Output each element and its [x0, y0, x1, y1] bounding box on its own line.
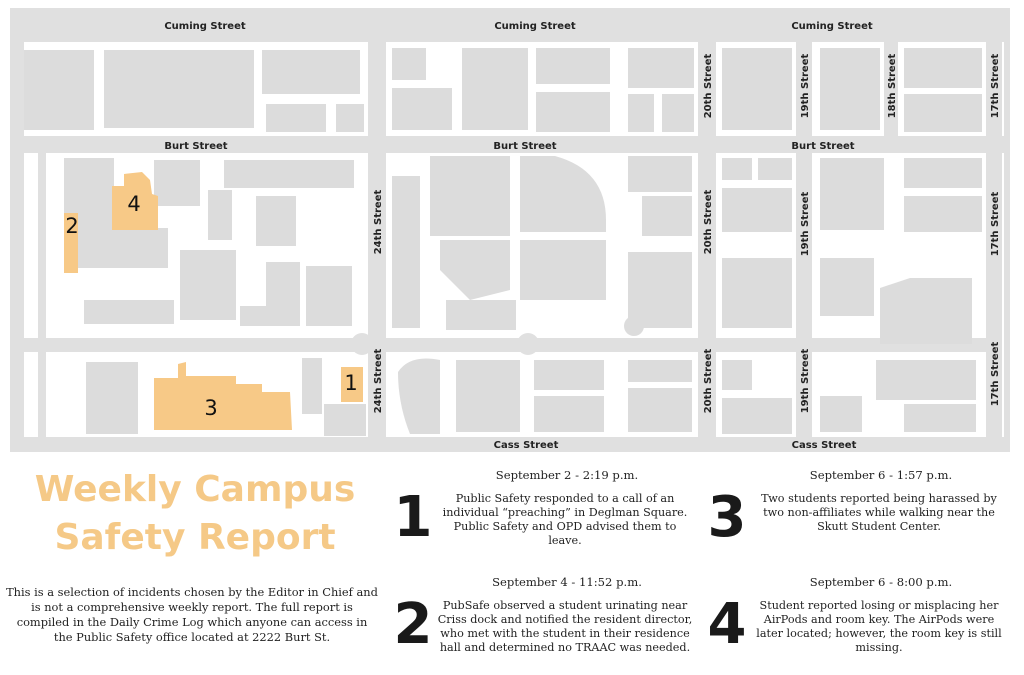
- incident-description: Student reported losing or misplacing her AirPods and room key. The AirPods were later located; however, the room key is still missing.: [756, 599, 1002, 654]
- street-label-cuming: Cuming Street: [164, 21, 246, 32]
- street-label-19th: 19th Street: [800, 53, 811, 119]
- incident-marker-2: 2: [65, 214, 79, 238]
- street-label-cuming: Cuming Street: [791, 21, 873, 32]
- incident-date: September 6 - 1:57 p.m.: [809, 468, 953, 482]
- incident-number: 3: [707, 485, 747, 550]
- report-intro: This is a selection of incidents chosen by the Editor in Chief and is not a comprehensive weekly report. The full report is compiled in the Daily Crime Log which anyone can access in the Public Safety office located at 2222 Burt St.: [6, 585, 378, 644]
- street-label-20th: 20th Street: [703, 53, 714, 119]
- street-label-17th: 17th Street: [990, 191, 1001, 257]
- path-west-inner: [38, 153, 46, 438]
- incident-date: September 6 - 8:00 p.m.: [809, 575, 953, 589]
- street-label-burt: Burt Street: [791, 141, 855, 152]
- street-label-24th: 24th Street: [373, 348, 384, 414]
- incident-marker-4: 4: [127, 192, 141, 216]
- roundabout-24th: [351, 333, 373, 355]
- street-label-19th: 19th Street: [800, 348, 811, 414]
- street-label-cass: Cass Street: [493, 440, 559, 451]
- road-campus-walk: [24, 338, 1000, 352]
- incident-marker-1: 1: [344, 371, 358, 395]
- street-label-burt: Burt Street: [493, 141, 557, 152]
- incident-date: September 2 - 2:19 p.m.: [495, 468, 639, 482]
- roundabout-center: [517, 333, 539, 355]
- incident-marker-3: 3: [204, 396, 218, 420]
- incident-description: PubSafe observed a student urinating near Criss dock and notified the resident director, who met with the student in their residence hall and determined no TRAAC was needed.: [437, 599, 693, 654]
- street-label-20th: 20th Street: [703, 189, 714, 255]
- incident-number: 1: [393, 485, 433, 550]
- street-label-17th: 17th Street: [990, 341, 1001, 407]
- road-west-edge: [10, 8, 24, 452]
- street-label-burt: Burt Street: [164, 141, 228, 152]
- street-label-cass: Cass Street: [791, 440, 857, 451]
- road-east-edge: [1004, 8, 1010, 452]
- street-label-cuming: Cuming Street: [494, 21, 576, 32]
- street-label-20th: 20th Street: [703, 348, 714, 414]
- incident-description: Two students reported being harassed by two non-affiliates while walking near the Skutt Student Center.: [761, 492, 997, 533]
- incident-location-3: [154, 362, 292, 430]
- street-label-24th: 24th Street: [373, 189, 384, 255]
- buildings: [24, 48, 982, 436]
- incident-number: 4: [707, 592, 747, 657]
- incident-date: September 4 - 11:52 p.m.: [492, 575, 642, 589]
- street-label-19th: 19th Street: [800, 191, 811, 257]
- report-title-line-2: Safety Report: [54, 517, 336, 558]
- street-label-18th: 18th Street: [887, 53, 898, 119]
- incident-number: 2: [393, 592, 433, 657]
- incident-description: Public Safety responded to a call of an individual “preaching” in Deglman Square. Public Safety and OPD advised them to leave.: [442, 492, 688, 547]
- street-label-17th: 17th Street: [990, 53, 1001, 119]
- report-title-line-1: Weekly Campus: [34, 469, 356, 510]
